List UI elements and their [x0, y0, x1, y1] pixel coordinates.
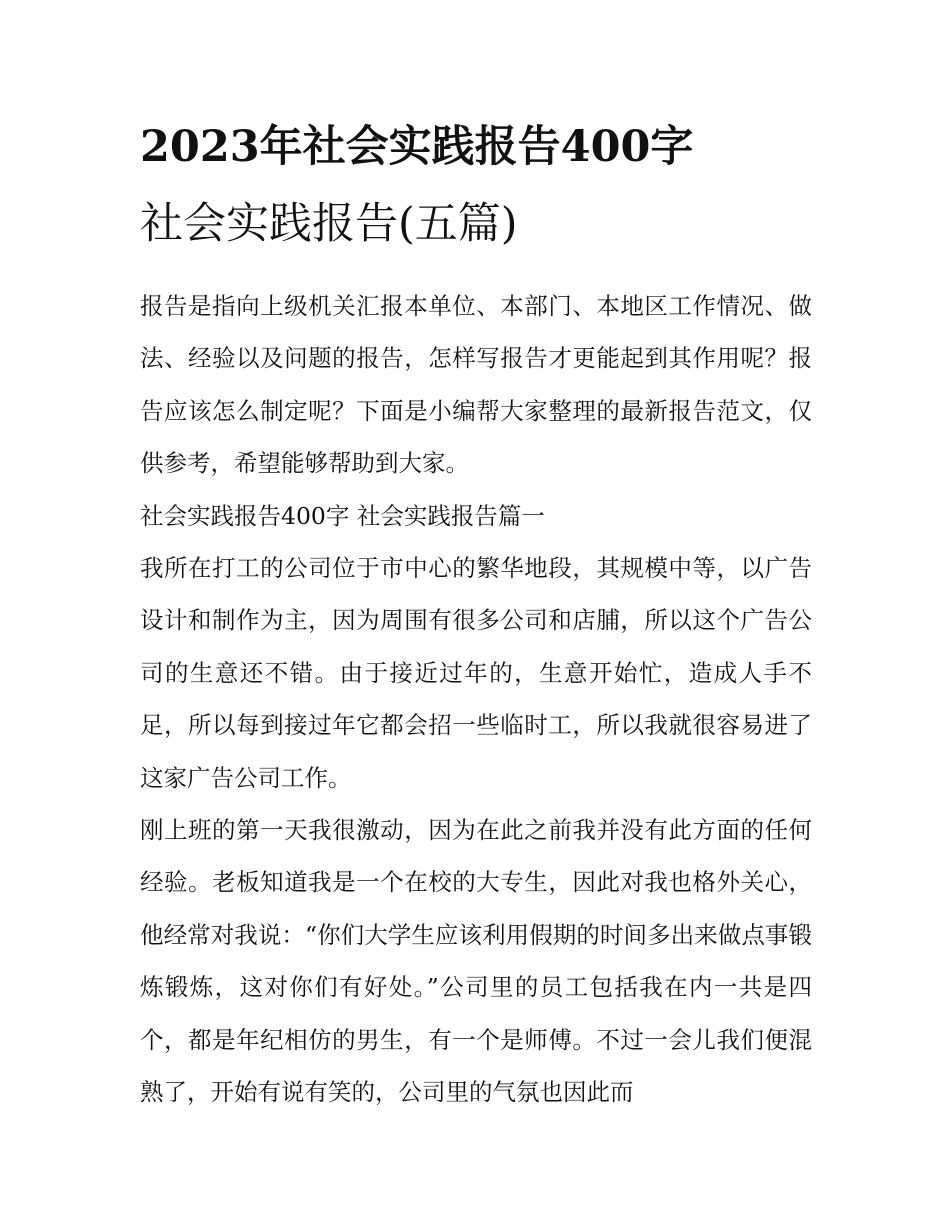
section-heading: 社会实践报告400字 社会实践报告篇一 [140, 501, 545, 530]
intro-paragraph: 报告是指向上级机关汇报本单位、本部门、本地区工作情况、做法、经验以及问题的报告，怎样写报告才更能起到其作用呢？报告应该怎么制定呢？下面是小编帮大家整理的最新报告范文，仅供参考，希望能够帮助到大家。 [140, 292, 812, 478]
body-paragraph: 刚上班的第一天我很激动，因为在此之前我并没有此方面的任何经验。老板知道我是一个在校的大专生，因此对我也格外关心，他经常对我说：“你们大学生应该利用假期的时间多出来做点事锻炼锻炼，这对你们有好处。”公司里的员工包括我在内一共是四个，都是年纪相仿的男生，有一个是师傅。不过一会儿我们便混熟了，开始有说有笑的，公司里的气氛也因此而 [140, 816, 812, 1107]
document-subtitle: 社会实践报告(五篇) [140, 199, 518, 249]
body-paragraph: 我所在打工的公司位于市中心的繁华地段，其规模中等，以广告设计和制作为主，因为周围有很多公司和店脯，所以这个广告公司的生意还不错。由于接近过年的，生意开始忙，造成人手不足，所以每到接过年它都会招一些临时工，所以我就很容易进了这家广告公司工作。 [140, 554, 812, 792]
document-title: 2023年社会实践报告400字 [140, 122, 694, 172]
document-body [140, 280, 812, 1119]
